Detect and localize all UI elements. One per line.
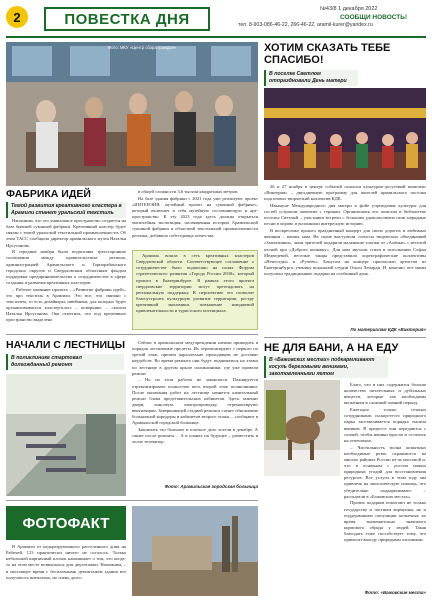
photofact-body xyxy=(6,544,126,596)
thanks-photo xyxy=(264,88,426,180)
factory-photo-illustration xyxy=(6,42,258,186)
thanks-byline: По материалам КДК «Виктория» xyxy=(350,327,426,332)
page-number: 2 xyxy=(6,6,28,28)
bath-paragraph: Благо, что в них содержится больше количество питательных и дубильных веществ, которые так необходимы копытным в сложный зимний период. xyxy=(344,382,426,406)
thanks-photo-illustration xyxy=(264,88,426,180)
section-title: ПОВЕСТКА ДНЯ xyxy=(44,7,210,31)
photofact-title: ФОТОФАКТ xyxy=(6,506,126,540)
bath-body xyxy=(344,382,426,588)
header-rule xyxy=(6,36,426,38)
section-divider xyxy=(6,500,258,501)
thanks-paragraph: В воскресенье прошел праздничный концерт для своих дорогих и любимых женщин – наших мам. На сцене выступили солисты творческих объединений «Заплатинки», чьим зрителей подарили маленькие хлопки от «Алёнки» с веселой песней про «Доброго коняжку». Для мам звучали стихи в исполнении Софьи Медведевой, веселые танцы представили хореографические коллективы «Непоседы» и «Ручеёк». Бонусом на концерт пригласили артистов из Екатеринбурга, ученику вокальной студии Ольги Лепарди. И, конечно, все мамы получили традиционные подарки на особенный день. xyxy=(264,228,426,277)
thanks-paragraph: 26 и 27 ноября в центре событий сказался культурно-досуговый комплекс «Виктория» – двухдневную программу для жителей арамильского поселка подготовил творческий коллектив КДК. xyxy=(264,184,426,202)
factory-paragraph: Напомним, что это уникальное пространство создается на базе бывшей суконной фабрики. Креативный кластер будет связан с темой уральской текстильной промышленности. Об этом ТАСС сообщила директор арамильского музея Наталья Ирсуганова. xyxy=(6,218,126,248)
issue-date: №43/8 1 декабря 2022 xyxy=(320,6,378,12)
ladders-photo-illustration xyxy=(6,374,126,496)
ladders-photo xyxy=(6,374,126,496)
ladders-paragraph: – Но на этом работы не закончатся. Планируется отремонтировать полностью весь второй этаж поликлиники. После окончания работ на лестнице начнется капитальный ремонт блока представительских кабинетов. Здесь заменят двери, линолеум, электропроводку, отремонтируют вентиляцию. Завершающей стадией ремонта станет обновление больничной коридоры и кабинетов второго этажа, – сообщают в Арамильской городской больнице. xyxy=(132,377,258,426)
ladders-body xyxy=(132,340,258,480)
ladders-kicker: В поликлинике стартовал долгожданный ремонт xyxy=(6,354,124,370)
factory-photo xyxy=(6,42,258,186)
factory-paragraph: На базе здания фабрики с 2021 года уже реализуют проект «ИНТЕНЭЙЯ: музейный проект на суконной фабрике», который включает в себя музейную составляющую и арт-пространство. К эту 2023 года здесь должна открыться масштабная экспозиция, посвященная истории Арамильской суконной фабрики и областной текстильной промышленности региона, добавила собеседница агентства. xyxy=(132,195,258,238)
factory-column-2 xyxy=(132,189,258,245)
ladders-paragraph: Закончить это большое и плотное дело хотели в декабре. А также после ремонта… А в планах на будущее – разместить в холле телевизор. xyxy=(132,427,258,445)
ladders-paragraph: Сейчас в арамильском медучреждении начали приводить в порядок лестничные пролеты. Их отремонтируют с первого по третий этаж, причем параллельно проходящим не доставят неудобств. Во время ремонта они будут подниматься на этажи по лестнице в другом крыле поликлиники, где уже провели ремонт. xyxy=(132,340,258,376)
factory-paragraph: В середине ноября были подписаны трехсторонние соглашения между правительством региона, администрацией Арамильского и Горнорайонского городских округов и Свердловским областным фондом поддержки предпринимательства о сотрудничестве в сфере создания и развития креативных кластеров. xyxy=(6,249,126,285)
thanks-body xyxy=(264,184,426,324)
factory-headline: ФАБРИКА ИДЕЙ xyxy=(6,188,91,200)
thanks-headline: ХОТИМ СКАЗАТЬ ТЕБЕ СПАСИБО! xyxy=(264,42,391,67)
bath-headline: НЕ ДЛЯ БАНИ, А НА ЕДУ xyxy=(264,342,399,354)
photofact-paragraph: В Арамили от недоразрушенного расселенного дома на Рабочей, 123 практически ничего не осталось. Только небольшой кирпичный клочок напоминает о том, что когда-то на этом месте возвышался дом двухэтажки. Напомним, – в настоящее время с бесплатными демонтажем здания все получилось внеплатно, но очень долго. xyxy=(6,544,126,580)
news-tip-label: СООБЩИ НОВОСТЬ! xyxy=(340,14,408,21)
factory-info-box xyxy=(132,250,258,330)
photofact-photo xyxy=(132,506,258,596)
bath-paragraph: Прочих подарков помогают не только государству и частным кормушка, но и поддержанием популяции копытных во время знаменательно значимого кормового обряда у людей. Такая благодать тоже способствует тому, что приносят выгоду природным охотникам. xyxy=(344,500,426,543)
factory-column-1 xyxy=(6,218,126,330)
ladders-headline: НАЧАЛИ С ЛЕСТНИЦЫ xyxy=(6,339,125,351)
bath-paragraph: Ежегодно только сезонах сотрудниками сьскорстесго природного парка заготавливается порядка тысячи веников. В процессе они передаются с сочной, чтобы веники вросли и остались на отпечатках. xyxy=(344,407,426,443)
bath-paragraph: – Чистильность волна копытных необходимые резко скражаются во многих районах России из-за массовой и, что в основном с ростом наших природных угодий для восстановления ресурсов. Все услуги в этом году мы привлечь на экологическую помощь, что убедительно подкармливают, – рассказали в «Бажовских местах». xyxy=(344,444,426,499)
bath-photo xyxy=(264,380,340,476)
thanks-paragraph: Накануне Международного дня матери в фойе учреждения культуры для гостей устроили чаепитие с героями. Организовать его помогли в библиотеке поселка Светлый – участники встречи с большим удовольствием пели народные песни в хорово и вспомнили интересную историю. xyxy=(264,203,426,227)
thanks-kicker: В поселке Светлом отпраздновали День матери xyxy=(264,70,358,86)
factory-info-text: Арамиль вошла в сеть креативных кластеров Свердловской области. Соответствующее соглашение о сотрудничестве было подписано на полях Форума стратегического развития «Города России 2030», который прошел в Екатеринбурге. В рамках этого проекта свердловские территории могут претендовать на региональную поддержку. В перспективе это позволит благоустроить культурную развитие территории, ростру креативной экономики, повышение имиджевой привлекательности и туристского потенциала. xyxy=(136,253,254,314)
contact-line: тел. 8-903-086-46-22, 266-46-22, aramil-kurer@yandex.ru xyxy=(238,22,373,28)
section-divider xyxy=(6,334,258,335)
bath-kicker: В «Бажовских местах» подкармливают косуль березовыми вениками, заготовленными летом xyxy=(264,356,388,378)
factory-kicker: Темой развития креативного кластера в Арамили станет уральский текстиль xyxy=(6,202,126,218)
bath-photo-illustration xyxy=(264,380,340,476)
bath-byline: Фото: «Бажовские места» xyxy=(364,590,426,595)
factory-paragraph: в общей сложности 3,6 тысячи квадратных метров. xyxy=(138,189,239,194)
section-divider xyxy=(264,337,426,338)
factory-photo-caption: Фото: МКУ «Центр сбора граждан» xyxy=(108,45,177,50)
factory-paragraph: – Рабочее название проекта – «Развитие фабрики идей», это про текстиль в Арамили. Это все, что связано с текстилем, то есть дизайнеры, швейники, для которых будет организовываться кластер-класс – коворкинг, – сказала Наталья Ирсуганова. Она отметила, что под креативное пространство выделено xyxy=(6,286,126,323)
ladders-byline: Фото: Арамильская городская больница xyxy=(164,484,258,489)
photofact-photo-illustration xyxy=(132,506,258,596)
